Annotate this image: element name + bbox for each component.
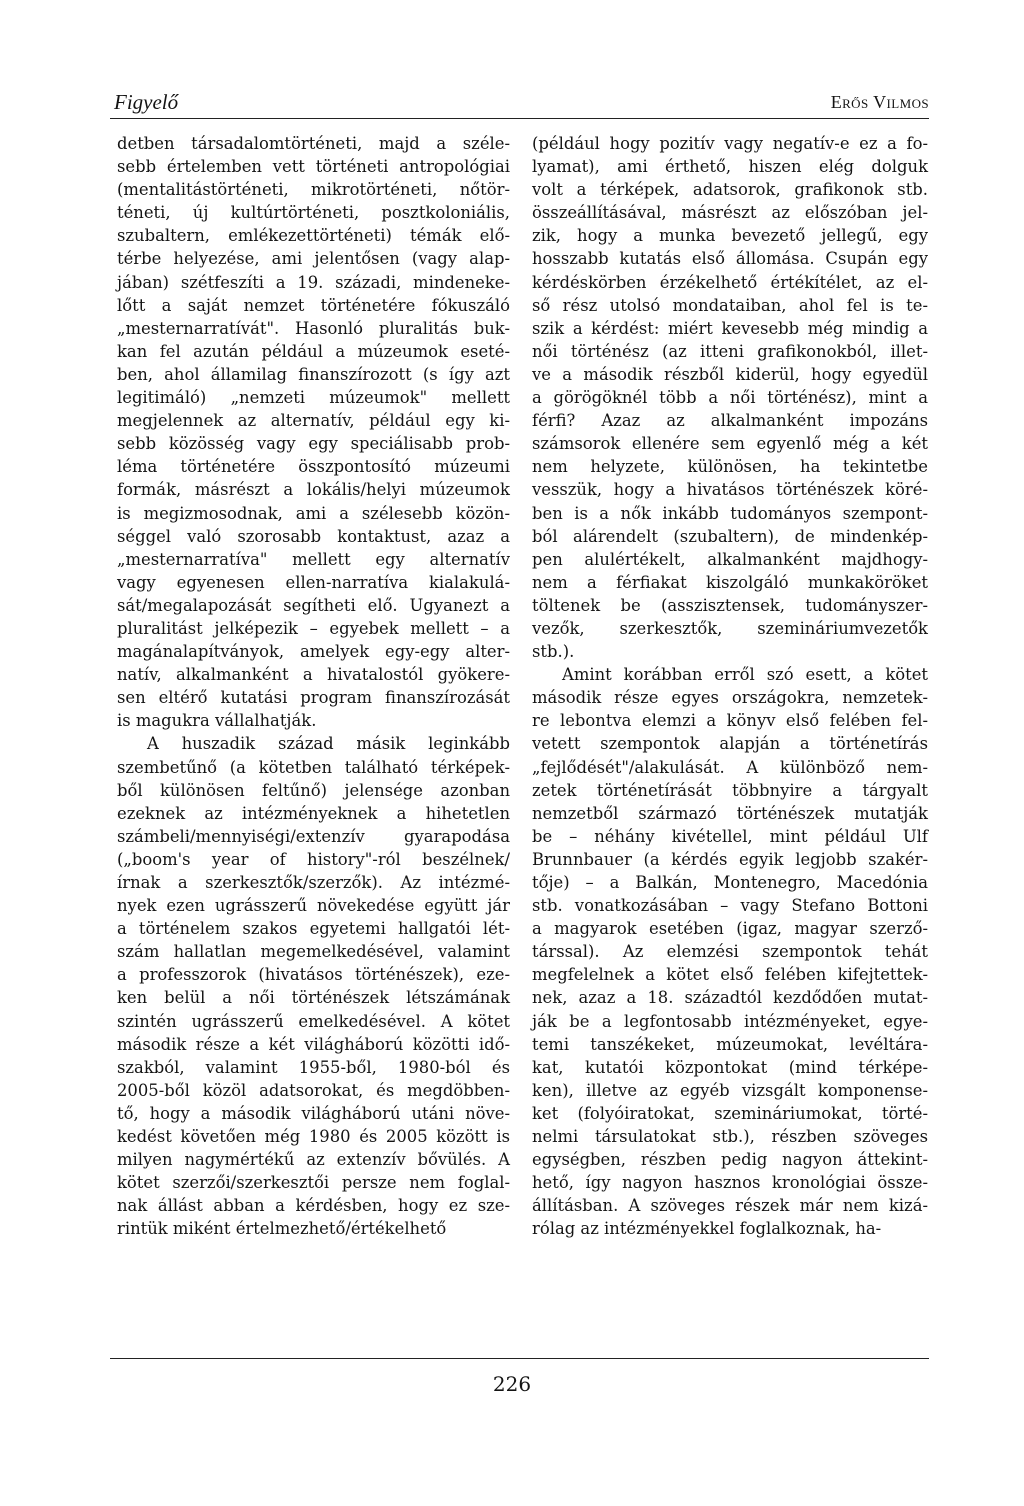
text-line: tője) – a Balkán, Montenegro, Macedónia bbox=[532, 873, 928, 892]
text-line: pen alulértékelt, alkalmanként majdhogy- bbox=[532, 549, 928, 569]
text-line: be – néhány kivétellel, mint például Ulf bbox=[532, 826, 928, 846]
text-line: nak állást abban a kérdésben, hogy ez sze- bbox=[117, 1196, 510, 1216]
footer-rule bbox=[110, 1358, 929, 1359]
text-line: társsal). Az elemzési szempontok tehát bbox=[532, 942, 928, 962]
text-line: vetett szempontok alapján a történetírás bbox=[532, 734, 928, 754]
text-line: 2005-ből közöl adatsorokat, és megdöbben- bbox=[117, 1080, 510, 1100]
text-line: temi tanszékeket, múzeumokat, levéltára- bbox=[532, 1034, 928, 1054]
text-line: rintük miként értelmezhető/értékelhető bbox=[117, 1219, 447, 1239]
running-header bbox=[110, 86, 929, 119]
text-line: (mentalitástörténeti, mikrotörténeti, nőtör- bbox=[117, 180, 510, 200]
text-line: férfi? Azaz az alkalmanként impozáns bbox=[532, 411, 928, 431]
text-line: megfelelnek a kötet első felében kifejtettek- bbox=[532, 965, 928, 985]
text-line: szubaltern, emlékezettörténeti) témák elő- bbox=[117, 226, 510, 246]
text-line: „fejlődését"/alakulását. A különböző nem- bbox=[532, 757, 928, 777]
text-line: formák, másrészt a lokális/helyi múzeumok bbox=[117, 480, 510, 500]
text-line: ezeknek az intézményeknek a hihetetlen bbox=[117, 803, 510, 823]
text-line: térbe helyezése, ami jelentősen (vagy alap- bbox=[117, 249, 510, 269]
text-line: nem a férfiakat kiszolgáló munkaköröket bbox=[532, 572, 928, 592]
text-line: detben társadalomtörténeti, majd a széle- bbox=[117, 134, 510, 153]
text-line: (például hogy pozitív vagy negatív-e ez a fo- bbox=[532, 134, 928, 153]
text-line: milyen nagymértékű az extenzív bővülés. A bbox=[117, 1150, 510, 1170]
text-line: számbeli/mennyiségi/extenzív gyarapodása bbox=[117, 826, 510, 846]
text-line: lyamat), ami érthető, hiszen elég dolguk bbox=[532, 157, 928, 177]
text-line: kat, kutatói központokat (mind térképe- bbox=[532, 1057, 928, 1077]
text-line: szintén ugrásszerű emelkedésével. A kötet bbox=[117, 1011, 510, 1031]
text-line: a magyarok esetében (igaz, magyar szerző- bbox=[532, 919, 928, 939]
text-line: ső rész utolsó mondataiban, ahol fel is te- bbox=[532, 295, 928, 315]
text-line: sebb közösség vagy egy speciálisabb prob- bbox=[117, 434, 510, 454]
text-line: második része egyes országokra, nemzetek- bbox=[532, 688, 928, 708]
text-line: vesszük, hogy a hivatásos történészek köré- bbox=[532, 480, 928, 500]
text-line: legitimáló) „nemzeti múzeumok" mellett bbox=[117, 388, 510, 408]
text-line: nek, azaz a 18. századtól kezdődően mutat- bbox=[532, 988, 928, 1008]
text-line: „mesternarratíva" mellett egy alternatív bbox=[117, 549, 510, 569]
text-line: séggel való szorosabb kontaktust, azaz a bbox=[117, 526, 510, 546]
text-line: ből különösen feltűnő) jelensége azonban bbox=[117, 780, 510, 800]
text-line: megjelennek az alternatív, például egy ki- bbox=[117, 411, 510, 431]
text-line: zetek történetírását többnyire a tárgyalt bbox=[532, 780, 928, 800]
paragraph bbox=[117, 732, 510, 1240]
text-line: ják be a legfontosabb intézményeket, egye- bbox=[532, 1011, 928, 1031]
text-line: egységben, részben pedig nagyon áttekint- bbox=[532, 1150, 928, 1170]
text-line: a történelem szakos egyetemi hallgatói lét- bbox=[117, 919, 510, 939]
text-line: ból alárendelt (szubaltern), de mindenkép- bbox=[532, 526, 928, 546]
text-line: stb.). bbox=[532, 642, 575, 662]
text-line: ben is a nők inkább tudományos szempont- bbox=[532, 503, 928, 523]
text-line: is magukra vállalhatják. bbox=[117, 711, 317, 731]
text-line: számsorok ellenére sem egyenlő még a két bbox=[532, 434, 928, 454]
text-line: pluralitást jelképezik – egyebek mellett – a bbox=[117, 618, 510, 638]
text-line: lőtt a saját nemzet történetére fókuszáló bbox=[117, 295, 510, 315]
text-line: volt a térképek, adatsorok, grafikonok stb. bbox=[532, 180, 928, 200]
text-line: kedést követően még 1980 és 2005 között is bbox=[117, 1127, 510, 1147]
text-line: kérdéskörben érzékelhető értékítélet, az el- bbox=[532, 272, 928, 292]
text-line: ken belül a női történészek létszámának bbox=[117, 988, 510, 1008]
text-line: zik, hogy a munka bevezető jellegű, egy bbox=[532, 226, 928, 246]
text-line: szakból, valamint 1955-ből, 1980-ból és bbox=[117, 1057, 510, 1077]
text-line: töltenek be (asszisztensek, tudományszer- bbox=[532, 595, 928, 615]
text-line: téneti, új kultúrtörténeti, posztkoloniális, bbox=[117, 203, 510, 223]
text-line: „mesternarratívát". Hasonló pluralitás buk- bbox=[117, 318, 510, 338]
text-line: szik a kérdést: miért kevesebb még mindig a bbox=[532, 318, 928, 338]
text-line: sát/megalapozását segítheti elő. Ugyanezt a bbox=[117, 595, 510, 615]
text-line: natív, alkalmanként a hivatalostól gyökere- bbox=[117, 665, 510, 685]
text-line: női történész (az itteni grafikonokból, illet- bbox=[532, 341, 928, 361]
text-line: hosszabb kutatás első állomása. Csupán egy bbox=[532, 249, 928, 269]
text-line: is megizmosodnak, ami a szélesebb közön- bbox=[117, 503, 510, 523]
text-line: szembetűnő (a kötetben található térképek- bbox=[117, 757, 510, 777]
text-line: kan fel azután például a múzeumok eseté- bbox=[117, 341, 510, 361]
text-line: a görögöknél több a női történész), mint a bbox=[532, 388, 928, 408]
text-line: A huszadik század másik leginkább bbox=[147, 734, 510, 754]
text-line: szám hallatlan megemelkedésével, valamint bbox=[117, 942, 510, 962]
text-line: Amint korábban erről szó esett, a kötet bbox=[562, 665, 928, 685]
text-line: állításban. A szöveges részek már nem kizá- bbox=[532, 1196, 928, 1216]
text-line: második része a két világháború közötti idő- bbox=[117, 1034, 510, 1054]
text-line: tő, hogy a második világháború utáni növe- bbox=[117, 1103, 510, 1123]
text-line: rólag az intézményekkel foglalkoznak, ha- bbox=[532, 1219, 882, 1239]
text-line: ket (folyóiratokat, szemináriumokat, törté- bbox=[532, 1103, 928, 1123]
author-name: Erős Vilmos bbox=[830, 92, 929, 112]
text-line: re lebontva elemzi a könyv első felében fel- bbox=[532, 711, 928, 731]
text-line: léma történetére összpontosító múzeumi bbox=[117, 457, 510, 477]
text-line: („boom's year of history"-ról beszélnek/ bbox=[117, 849, 510, 869]
text-line: sen eltérő kutatási program finanszírozását bbox=[117, 688, 510, 708]
text-line: hető, így nagyon hasznos kronológiai össze- bbox=[532, 1173, 928, 1193]
paragraph bbox=[532, 132, 928, 663]
text-line: nyek ezen ugrásszerű növekedése együtt jár bbox=[117, 896, 510, 916]
text-line: nelmi társulatokat stb.), részben szöveges bbox=[532, 1127, 928, 1147]
text-line: jában) szétfeszíti a 19. századi, mindeneke- bbox=[117, 272, 510, 292]
paragraph bbox=[532, 663, 928, 1240]
paragraph bbox=[117, 132, 510, 732]
text-line: nemzetből származó történészek mutatják bbox=[532, 803, 928, 823]
page-number: 226 bbox=[492, 1372, 532, 1396]
text-line: magánalapítványok, amelyek egy-egy alter- bbox=[117, 642, 510, 662]
text-line: ken), illetve az egyéb vizsgált komponense- bbox=[532, 1080, 928, 1100]
text-line: ve a második részből kiderül, hogy egyedül bbox=[532, 364, 928, 384]
text-line: a professzorok (hivatásos történészek), eze- bbox=[117, 965, 510, 985]
text-line: sebb értelemben vett történeti antropológiai bbox=[117, 157, 510, 177]
text-line: vezők, szerkesztők, szemináriumvezetők bbox=[532, 618, 928, 638]
left-column bbox=[117, 132, 510, 1241]
right-column bbox=[532, 132, 928, 1241]
text-line: kötet szerzői/szerkesztői persze nem foglal- bbox=[117, 1173, 510, 1193]
text-line: stb. vonatkozásában – vagy Stefano Bottoni bbox=[532, 896, 928, 916]
text-line: ben, ahol államilag finanszírozott (s így azt bbox=[117, 364, 510, 384]
section-title: Figyelő bbox=[114, 90, 179, 114]
text-line: Brunnbauer (a kérdés egyik legjobb szakér- bbox=[532, 849, 928, 869]
text-line: nem helyzete, különösen, ha tekintetbe bbox=[532, 457, 928, 477]
text-line: írnak a szerkesztők/szerzők). Az intézmé- bbox=[117, 873, 510, 892]
text-line: vagy egyenesen ellen-narratíva kialakulá- bbox=[117, 572, 510, 592]
text-line: összeállításával, másrészt az előszóban jel- bbox=[532, 203, 928, 223]
